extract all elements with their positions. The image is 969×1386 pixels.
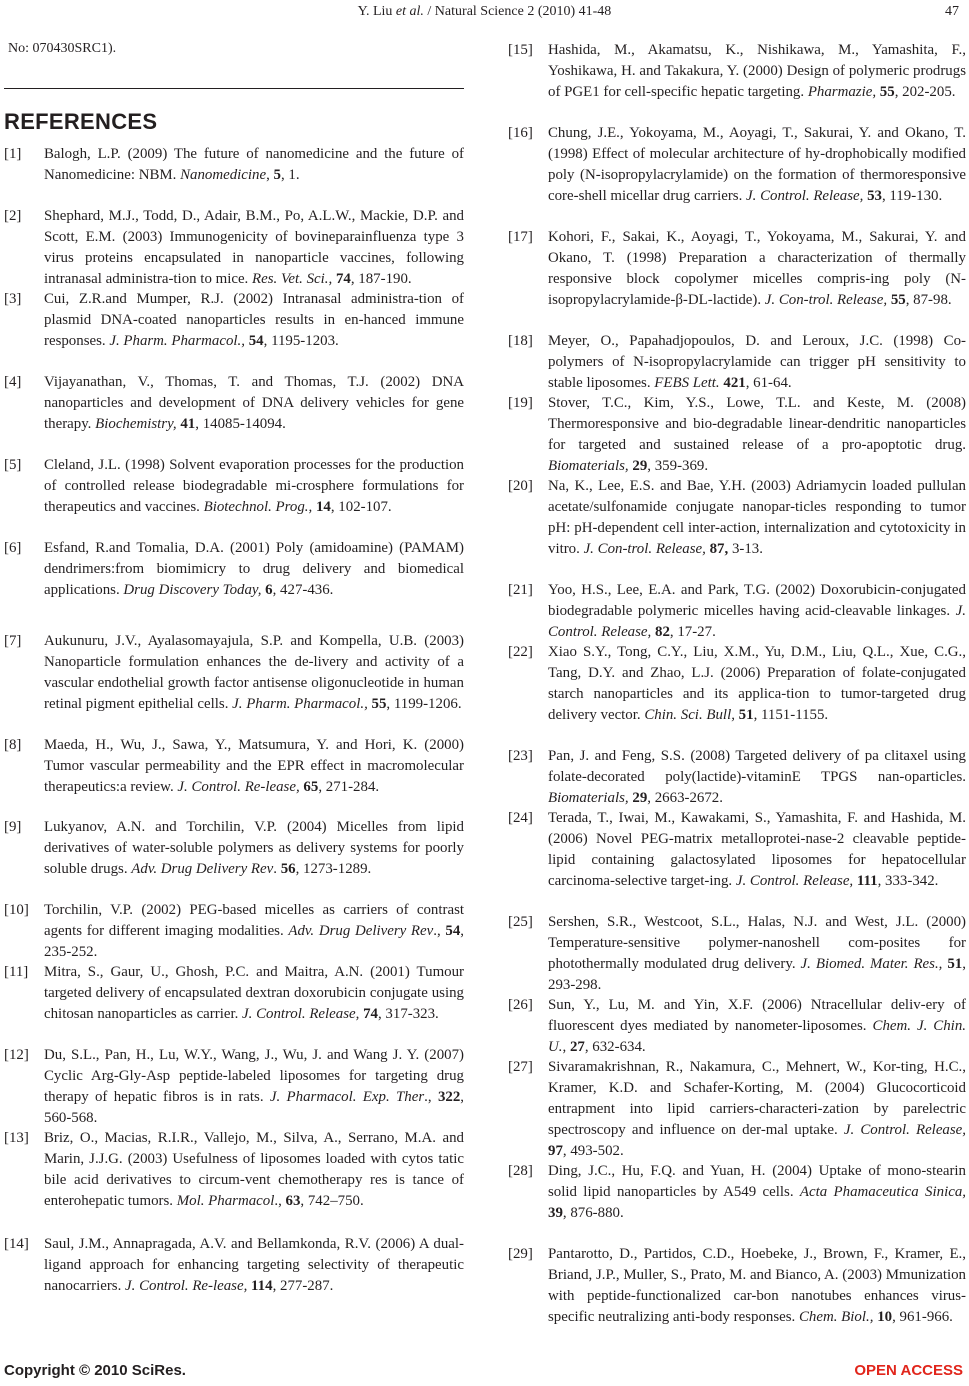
reference-number: [23] <box>508 748 533 764</box>
reference-journal: Pharmazie, <box>807 84 877 100</box>
reference-journal: J. Pharmacol. Exp. Ther <box>269 1089 425 1105</box>
running-head <box>0 4 969 20</box>
reference-segment: , 560-568. <box>44 1089 465 1126</box>
reference-text <box>548 40 966 103</box>
reference-volume: 74 <box>335 271 351 287</box>
reference-journal: Adv. Drug Delivery Rev <box>131 861 274 877</box>
reference-volume: 111 <box>856 873 878 889</box>
reference-number: [29] <box>508 1246 533 1262</box>
reference-volume: 6 <box>265 582 273 598</box>
reference-segment: , 876-880. <box>562 1205 624 1221</box>
reference-volume: 87, <box>709 541 729 557</box>
reference-number: [16] <box>508 125 533 141</box>
reference-item <box>508 476 966 560</box>
reference-text <box>548 123 966 207</box>
reference-volume: 41 <box>180 416 196 432</box>
reference-number: [10] <box>4 902 29 918</box>
reference-item <box>4 1045 464 1129</box>
reference-number: [4] <box>4 374 22 390</box>
reference-item <box>508 123 966 207</box>
reference-number: [13] <box>4 1130 29 1146</box>
reference-volume: 55 <box>890 292 906 308</box>
reference-journal: Adv. Drug Delivery Rev <box>288 923 434 939</box>
running-head-et-al: et al. <box>395 4 424 19</box>
reference-text <box>44 735 464 798</box>
section-divider <box>4 88 464 89</box>
reference-journal: J. Con-trol. Release, <box>583 541 706 557</box>
reference-segment: , 1195-1203. <box>263 333 339 349</box>
reference-number: [19] <box>508 395 533 411</box>
reference-item <box>4 900 464 963</box>
reference-segment: Pantarotto, D., Partidos, C.D., Hoebeke, J., Brown, F., Kramer, E., Briand, J.P., Muller, S., Prato, M. and Bianco, A. (2003) Mmunization with peptide-functionalized car-bon nanotubes enhances virus-specific neutralizing anti-body responses. <box>548 1246 966 1325</box>
reference-segment: , 317-323. <box>377 1006 439 1022</box>
reference-number: [5] <box>4 457 22 473</box>
reference-number: [26] <box>508 997 533 1013</box>
reference-volume: 5 <box>273 167 281 183</box>
reference-segment: , 493-502. <box>562 1143 624 1159</box>
reference-item <box>508 642 966 726</box>
reference-segment: , <box>562 1039 570 1055</box>
reference-item <box>4 455 464 518</box>
reference-segment: , 632-634. <box>584 1039 646 1055</box>
reference-volume: 39 <box>548 1205 563 1221</box>
reference-segment: , 14085-14094. <box>195 416 286 432</box>
reference-segment: Chung, J.E., Yokoyama, M., Aoyagi, T., Sakurai, Y. and Okano, T. (1998) Effect of molecular architecture of hy-drophobically modified poly (N-isopropylacrylamide) on the formation of thermoresponsive core-shell micellar drug carriers. <box>548 125 966 204</box>
reference-number: [17] <box>508 229 533 245</box>
reference-item <box>508 746 966 809</box>
reference-journal: Biomaterials, <box>548 790 629 806</box>
reference-segment: , 61-64. <box>745 375 792 391</box>
reference-segment: ., <box>433 923 446 939</box>
reference-segment: , 1199-1206. <box>386 696 462 712</box>
reference-volume: 82 <box>655 624 670 640</box>
reference-segment: Ding, J.C., Hu, F.Q. and Yuan, H. (2004) Uptake of mono-stearin solid lipid nanoparticles by A549 cells. <box>548 1163 966 1200</box>
reference-segment: Balogh, L.P. (2009) The future of nanomedicine and the future of Nanomedicine: NBM. <box>44 146 464 183</box>
reference-volume: 56 <box>280 861 296 877</box>
reference-segment: Vijayanathan, V., Thomas, T. and Thomas, T.J. (2002) DNA nanoparticles and development of DNA delivery vehicles for gene therapy. <box>44 374 464 432</box>
reference-journal: Biomaterials, <box>548 458 629 474</box>
reference-item <box>508 227 966 311</box>
copyright-notice: Copyright © 2010 SciRes. <box>4 1362 186 1379</box>
reference-number: [24] <box>508 810 533 826</box>
reference-segment: , 17-27. <box>669 624 716 640</box>
open-access-label: OPEN ACCESS <box>854 1362 963 1379</box>
reference-segment: , 271-284. <box>318 779 380 795</box>
reference-journal: Drug Discovery Today, <box>123 582 262 598</box>
reference-volume: 97 <box>548 1143 563 1159</box>
reference-segment: Torchilin, V.P. (2002) PEG-based micelles as carriers of contrast agents for different imaging modalities. <box>44 902 464 939</box>
reference-number: [3] <box>4 291 22 307</box>
reference-segment: , 359-369. <box>647 458 709 474</box>
reference-journal: Biotechnol. Prog., <box>203 499 313 515</box>
reference-text <box>548 476 966 560</box>
reference-number: [14] <box>4 1236 29 1252</box>
reference-text <box>548 995 966 1058</box>
reference-item <box>508 912 966 996</box>
reference-segment: Kohori, F., Sakai, K., Aoyagi, T., Yokoyama, M., Sakurai, Y. and Okano, T. (1998) Preparation a characterization of thermally responsive block copolymer micelles compris-ing poly (N-isopropylacrylamide-β-DL-lactide). <box>548 229 966 308</box>
reference-segment: Mitra, S., Gaur, U., Ghosh, P.C. and Maitra, A.N. (2001) Tumour targeted delivery of encapsulated dextran doxorubicin conjugate using chitosan nanoparticles as carrier. <box>44 964 464 1022</box>
reference-journal: Nanomedicine <box>180 167 267 183</box>
page-number: 47 <box>945 4 959 19</box>
reference-item <box>508 331 966 394</box>
reference-number: [22] <box>508 644 533 660</box>
reference-item <box>508 40 966 103</box>
reference-segment: , 119-130. <box>881 188 943 204</box>
reference-number: [8] <box>4 737 22 753</box>
reference-segment: Cleland, J.L. (1998) Solvent evaporation processes for the production of controlled release biodegradable mi-crosphere formulations for therapeutics and vaccines. <box>44 457 464 515</box>
reference-segment: ., <box>424 1089 438 1105</box>
reference-volume: 29 <box>632 790 648 806</box>
reference-journal: Res. Vet. Sci., <box>252 271 333 287</box>
reference-journal: J. Control. Re-lease, <box>177 779 300 795</box>
reference-text <box>44 538 464 601</box>
reference-segment: Yoo, H.S., Lee, E.A. and Park, T.G. (2002) Doxorubicin-conjugated biodegradable polymeric micelles having acid-cleavable linkages. <box>548 582 966 619</box>
reference-journal: Acta Phamaceutica Sinica, <box>799 1184 966 1200</box>
reference-journal: Mol. Pharmacol <box>176 1193 275 1209</box>
reference-segment: Saul, J.M., Annapragada, A.V. and Bellamkonda, R.V. (2006) A dual-ligand approach for enhancing targeting selectivity of therapeutic nanocarriers. <box>44 1236 464 1294</box>
reference-segment: , 333-342. <box>877 873 939 889</box>
reference-segment: Na, K., Lee, E.S. and Bae, Y.H. (2003) Adriamycin loaded pullulan acetate/sulfonamide conjugate nanopar-ticles responding to tumor pH: pH-dependent cell inter-action, internalization and cytotoxicity in vitro. <box>548 478 966 557</box>
reference-text <box>548 912 966 996</box>
reference-segment: Cui, Z.R.and Mumper, R.J. (2002) Intranasal administra-tion of plasmid DNA-coated nanoparticles results in en-hanced immune responses. <box>44 291 464 349</box>
reference-text <box>44 206 464 290</box>
page-footer <box>0 1360 969 1386</box>
reference-segment: Xiao S.Y., Tong, C.Y., Liu, X.M., Yu, D.M., Liu, Q.L., Xue, C.G., Tang, D.Y. and Zhao, L.J. (2006) Preparation of folate-conjugated starch nanoparticles and its applica-tion to tumor-targeted drug delivery vector. <box>548 644 966 723</box>
reference-item <box>4 817 464 880</box>
reference-item <box>508 1161 966 1224</box>
reference-number: [9] <box>4 819 22 835</box>
reference-text <box>44 1045 464 1129</box>
reference-journal: Chin. Sci. Bull, <box>644 707 735 723</box>
reference-item <box>4 206 464 290</box>
reference-volume: 29 <box>632 458 648 474</box>
reference-segment: Briz, O., Macias, R.I.R., Vallejo, M., Silva, A., Serrano, M.A. and Marin, J.J.G. (2003) Usefulness of liposomes loaded with cytos tatic bile acid derivatives to circum-vent chemotherapy res is tance of enterohepatic tumors. <box>44 1130 464 1209</box>
reference-volume: 65 <box>303 779 319 795</box>
reference-journal: J. Biomed. Mater. Res., <box>800 956 943 972</box>
reference-journal: J. Control. Release, <box>548 603 966 640</box>
reference-segment: , 202-205. <box>894 84 956 100</box>
reference-text <box>44 631 464 715</box>
reference-text <box>548 393 966 477</box>
reference-segment: Sivaramakrishnan, R., Nakamura, C., Mehnert, W., Kor-ting, H.C., Kramer, K.D. and Schafer-Korting, M. (2004) Glucocorticoid entrapment into lipid carriers-characteri-zation by parelectric spectroscopy and influence on der-mal uptake. <box>548 1059 966 1138</box>
reference-journal: Chem. Biol., <box>799 1309 874 1325</box>
reference-segment: , 102-107. <box>330 499 392 515</box>
reference-text <box>44 1128 464 1212</box>
reference-segment: Sun, Y., Lu, M. and Yin, X.F. (2006) Ntracellular deliv-ery of fluorescent dyes mediated by nanometer-liposomes. <box>548 997 966 1034</box>
reference-segment: , 1273-1289. <box>295 861 372 877</box>
reference-text <box>548 580 966 643</box>
reference-item <box>4 289 464 352</box>
reference-journal: J. Control. Release, <box>746 188 864 204</box>
reference-item <box>508 808 966 892</box>
reference-volume: 322 <box>437 1089 461 1105</box>
reference-journal: J. Pharm. Pharmacol., <box>109 333 245 349</box>
reference-segment: . <box>273 861 281 877</box>
reference-segment: Shephard, M.J., Todd, D., Adair, B.M., Po, A.L.W., Mackie, D.P. and Scott, E.M. (2003) Immunogenicity of bovineparainfluenza type 3 virus proteins encapsulated in nanoparticle vaccines, following intranasal administra-tion to mice. <box>44 208 464 287</box>
reference-number: [28] <box>508 1163 533 1179</box>
reference-volume: 27 <box>569 1039 585 1055</box>
reference-text <box>548 642 966 726</box>
reference-volume: 51 <box>738 707 754 723</box>
reference-segment: , <box>266 167 274 183</box>
reference-volume: 54 <box>445 923 461 939</box>
reference-item <box>4 1234 464 1297</box>
reference-volume: 74 <box>363 1006 378 1022</box>
reference-text <box>44 144 464 186</box>
reference-number: [27] <box>508 1059 533 1075</box>
reference-volume: 63 <box>285 1193 301 1209</box>
reference-segment: Esfand, R.and Tomalia, D.A. (2001) Poly (amidoamine) (PAMAM) dendrimers:from biomimicry to drug delivery and biomedical applications. <box>44 540 464 598</box>
reference-segment: , 235-252. <box>44 923 464 960</box>
reference-item <box>508 995 966 1058</box>
reference-item <box>4 631 464 715</box>
footnote: No: 070430SRC1). <box>8 41 117 56</box>
reference-segment: Terada, T., Iwai, M., Kawakami, S., Yamashita, F. and Hashida, M. (2006) Novel PEG-matrix metalloprotei-nase-2 cleavable peptide-lipid containing galactosylated liposomes for hepatocellular carcinoma-selective target-ing. <box>548 810 966 889</box>
reference-segment: , 293-298. <box>548 956 966 993</box>
reference-segment: Maeda, H., Wu, J., Sawa, Y., Matsumura, Y. and Hori, K. (2000) Tumor vascular permeability and the EPR effect in macromolecular therapeutics:a review. <box>44 737 464 795</box>
reference-text <box>44 817 464 880</box>
reference-text <box>44 1234 464 1297</box>
reference-segment: , 961-966. <box>892 1309 953 1325</box>
reference-item <box>4 962 464 1025</box>
reference-segment: Lukyanov, A.N. and Torchilin, V.P. (2004) Micelles from lipid derivatives of water-soluble polymers as delivery systems for poorly soluble drugs. <box>44 819 464 877</box>
reference-segment: Pan, J. and Feng, S.S. (2008) Targeted delivery of pa clitaxel using folate-decorated poly(lactide)-vitaminE TPGS nan-oparticles. <box>548 748 966 785</box>
reference-text <box>548 1161 966 1224</box>
reference-number: [15] <box>508 42 533 58</box>
reference-item <box>508 580 966 643</box>
reference-segment: Stover, T.C., Kim, Y.S., Lowe, T.L. and Keste, M. (2008) Thermoresponsive and bio-degradable linear-dendritic nanoparticles for targeted and sustained release of a pro-apoptotic drug. <box>548 395 966 453</box>
reference-journal: J. Control. Release, <box>735 873 854 889</box>
reference-number: [21] <box>508 582 533 598</box>
reference-number: [25] <box>508 914 533 930</box>
references-heading: REFERENCES <box>4 109 158 134</box>
reference-volume: 54 <box>248 333 264 349</box>
reference-journal: J. Control. Release, <box>843 1122 967 1138</box>
reference-segment: , 87-98. <box>905 292 952 308</box>
reference-volume: 55 <box>879 84 895 100</box>
reference-text <box>44 455 464 518</box>
reference-number: [20] <box>508 478 533 494</box>
reference-number: [1] <box>4 146 22 162</box>
reference-number: [11] <box>4 964 29 980</box>
reference-number: [7] <box>4 633 22 649</box>
reference-segment: , 742–750. <box>300 1193 364 1209</box>
reference-text <box>548 227 966 311</box>
reference-segment: 3-13. <box>728 541 763 557</box>
reference-item <box>4 1128 464 1212</box>
reference-journal: Chem. J. Chin. U. <box>548 1018 966 1055</box>
reference-text <box>548 746 966 809</box>
reference-segment: Hashida, M., Akamatsu, K., Nishikawa, M., Yamashita, F., Yoshikawa, H. and Takakura, Y. (2000) Design of polymeric prodrugs of PGE1 for cell-specific hepatic targeting. <box>548 42 966 100</box>
reference-item <box>4 144 464 186</box>
reference-segment: Sershen, S.R., Westcoot, S.L., Halas, N.J. and West, J.L. (2000) Temperature-sensitive polymer-nanoshell com-posites for photothermally modulated drug delivery. <box>548 914 966 972</box>
reference-segment: , 427-436. <box>272 582 334 598</box>
reference-item <box>4 372 464 435</box>
reference-number: [6] <box>4 540 22 556</box>
reference-text <box>548 1057 966 1162</box>
reference-number: [18] <box>508 333 533 349</box>
reference-item <box>508 1244 966 1328</box>
reference-item <box>4 538 464 601</box>
running-head-journal: / Natural Science 2 (2010) 41-48 <box>423 4 612 19</box>
reference-text <box>44 289 464 352</box>
reference-volume: 421 <box>723 375 746 391</box>
reference-volume: 10 <box>877 1309 893 1325</box>
reference-segment: Du, S.L., Pan, H., Lu, W.Y., Wang, J., Wu, J. and Wang J. Y. (2007) Cyclic Arg-Gly-Asp peptide-labeled liposomes for targeting drug therapy of hepatic fibros is in rats. <box>44 1047 464 1105</box>
reference-text <box>548 1244 966 1328</box>
reference-journal: FEBS Lett. <box>654 375 720 391</box>
reference-number: [12] <box>4 1047 29 1063</box>
reference-item <box>4 735 464 798</box>
reference-segment: ., <box>274 1193 286 1209</box>
reference-volume: 14 <box>315 499 331 515</box>
reference-segment: , 277-287. <box>272 1278 334 1294</box>
reference-volume: 114 <box>251 1278 273 1294</box>
reference-text <box>548 808 966 892</box>
reference-segment: Meyer, O., Papahadjopoulos, D. and Leroux, J.C. (1998) Co- polymers of N-isopropylacrylamide can trigger pH sensitivity to stable liposomes. <box>548 333 966 391</box>
reference-segment: , 1. <box>280 167 300 183</box>
reference-volume: 53 <box>867 188 882 204</box>
reference-journal: J. Pharm. Pharmacol., <box>232 696 368 712</box>
reference-text <box>44 900 464 963</box>
reference-number: [2] <box>4 208 22 224</box>
reference-text <box>44 962 464 1025</box>
running-head-authors: Y. Liu <box>357 4 396 19</box>
reference-item <box>508 393 966 477</box>
reference-text <box>548 331 966 394</box>
reference-journal: J. Con-trol. Release, <box>764 292 888 308</box>
reference-journal: J. Control. Release, <box>242 1006 360 1022</box>
reference-segment: , 2663-2672. <box>647 790 723 806</box>
reference-journal: J. Control. Re-lease, <box>125 1278 248 1294</box>
reference-segment: Aukunuru, J.V., Ayalasomayajula, S.P. and Kompella, U.B. (2003) Nanoparticle formulation enhances the de-livery and activity of a vascular endothelial growth factor antisense oligonucleotide in human retinal pigment epithelial cells. <box>44 633 464 712</box>
reference-volume: 55 <box>371 696 387 712</box>
reference-text <box>44 372 464 435</box>
reference-journal: Biochemistry, <box>95 416 177 432</box>
reference-item <box>508 1057 966 1162</box>
reference-volume: 51 <box>947 956 963 972</box>
reference-segment: , 1151-1155. <box>753 707 829 723</box>
reference-segment: , 187-190. <box>350 271 412 287</box>
